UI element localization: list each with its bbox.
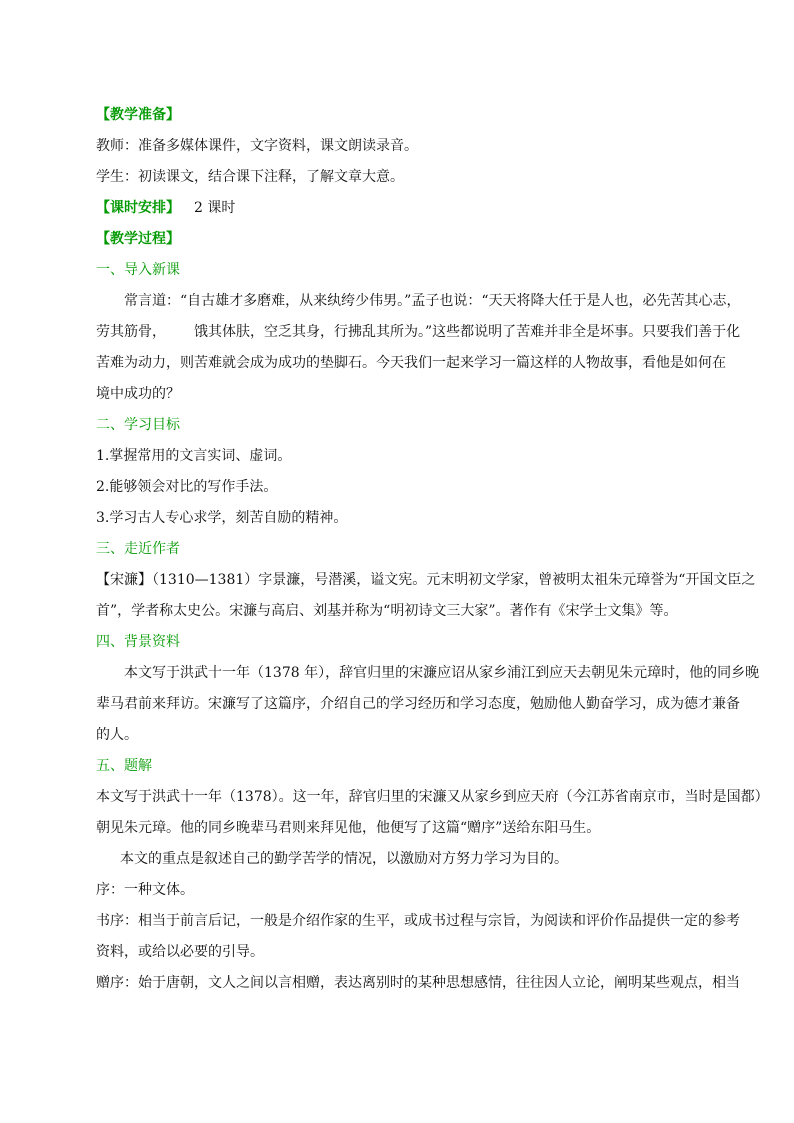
section-1-title: 一、导入新课 bbox=[96, 262, 180, 278]
background-line-1: 本文写于洪武十一年（1378 年），辞官归里的宋濂应诏从家乡浦江到应天去朝见朱元璋时，他的同乡晚 bbox=[124, 665, 760, 681]
explanation-line-1: 本文写于洪武十一年（1378）。这一年，辞官归里的宋濂又从家乡到应天府（今江苏省南京市，当时是国都） bbox=[96, 789, 769, 805]
explanation-line-6: 资料，或给以必要的引导。 bbox=[96, 944, 264, 960]
section-1-line-3: 苦难为动力，则苦难就会成为成功的垫脚石。今天我们一起来学习一篇这样的人物故事，看他是如何在 bbox=[96, 355, 726, 371]
prep-student: 学生：初读课文，结合课下注释，了解文章大意。 bbox=[96, 169, 404, 185]
document-page bbox=[96, 100, 769, 999]
schedule-row bbox=[96, 193, 698, 224]
goal-item-1: 1.掌握常用的文言实词、虚词。 bbox=[96, 448, 292, 464]
author-bio-1: （1310—1381）字景濂，号潜溪，谥文宪。元末明初文学家，曾被明太祖朱元璋誉为“开国文臣之 bbox=[152, 572, 756, 588]
explanation-line-5: 书序：相当于前言后记，一般是介绍作家的生平，或成书过程与宗旨，为阅读和评价作品提供一定的参考 bbox=[96, 913, 740, 929]
author-name: 【宋濂】 bbox=[96, 572, 152, 588]
section-5-title: 五、题解 bbox=[96, 758, 152, 774]
schedule-value: 2 课时 bbox=[194, 200, 236, 216]
goal-item-3: 3.学习古人专心求学，刻苦自励的精神。 bbox=[96, 510, 348, 526]
section-1-line-2a: 劳其筋骨， bbox=[96, 324, 166, 340]
prep-teacher: 教师：准备多媒体课件，文字资料，课文朗读录音。 bbox=[96, 138, 418, 154]
heading-teaching-prep: 【教学准备】 bbox=[96, 107, 180, 123]
author-line-1 bbox=[96, 565, 756, 596]
section-1-line-1: 常言道：“自古雄才多磨难，从来纨绔少伟男。”孟子也说：“天天将降大任于是人也，必先苦其心志， bbox=[124, 293, 741, 309]
explanation-line-7: 赠序：始于唐朝，文人之间以言相赠，表达离别时的某种思想感情，往往因人立论，阐明某些观点，相当 bbox=[96, 975, 740, 991]
goal-item-2: 2.能够领会对比的写作手法。 bbox=[96, 479, 278, 495]
author-line-2: 首”，学者称太史公。宋濂与高启、刘基并称为“明初诗文三大家”。著作有《宋学士文集》等。 bbox=[96, 603, 678, 619]
explanation-line-3: 本文的重点是叙述自己的勤学苦学的情况，以激励对方努力学习为目的。 bbox=[120, 851, 568, 867]
section-3-title: 三、走近作者 bbox=[96, 541, 180, 557]
section-2-title: 二、学习目标 bbox=[96, 417, 180, 433]
section-1-line-4: 境中成功的？ bbox=[96, 386, 180, 402]
heading-teaching-process: 【教学过程】 bbox=[96, 231, 180, 247]
heading-schedule: 【课时安排】 bbox=[96, 200, 180, 216]
explanation-line-2: 朝见朱元璋。他的同乡晚辈马君则来拜见他，他便写了这篇“赠序”送给东阳马生。 bbox=[96, 820, 601, 836]
section-4-title: 四、背景资料 bbox=[96, 634, 180, 650]
explanation-line-4: 序：一种文体。 bbox=[96, 882, 194, 898]
background-line-2: 辈马君前来拜访。宋濂写了这篇序，介绍自己的学习经历和学习态度，勉励他人勤奋学习，成为德才兼备 bbox=[96, 696, 740, 712]
background-line-3: 的人。 bbox=[96, 727, 138, 743]
section-1-line-2b: 饿其体肤，空乏其身，行拂乱其所为。”这些都说明了苦难并非全是坏事。只要我们善于化 bbox=[194, 324, 741, 340]
section-1-line-2-row bbox=[96, 317, 741, 348]
